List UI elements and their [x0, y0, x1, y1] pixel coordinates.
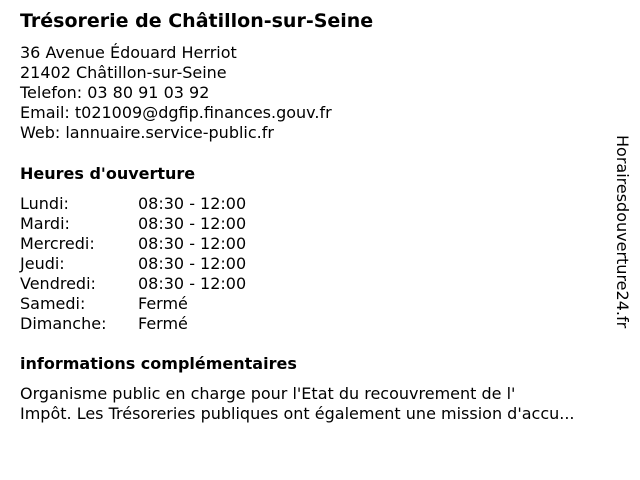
- hours-row-saturday: [20, 294, 246, 314]
- day-label: Vendredi:: [20, 274, 96, 293]
- hours-row-thursday: [20, 254, 246, 274]
- opening-hours-table: [20, 194, 246, 334]
- address-street: 36 Avenue Édouard Herriot: [20, 43, 237, 62]
- day-label: Jeudi:: [20, 254, 65, 273]
- additional-info-text: [20, 384, 630, 424]
- time-value: 08:30 - 12:00: [138, 274, 247, 293]
- day-label: Mercredi:: [20, 234, 95, 253]
- page-title: Trésorerie de Châtillon-sur-Seine: [20, 10, 374, 32]
- time-value: 08:30 - 12:00: [138, 214, 247, 233]
- site-brand-vertical: Horairesdouverture24.fr: [613, 135, 632, 329]
- email-line: Email: t021009@dgfip.finances.gouv.fr: [20, 103, 332, 122]
- time-value: 08:30 - 12:00: [138, 254, 247, 273]
- day-label: Mardi:: [20, 214, 70, 233]
- day-label: Lundi:: [20, 194, 69, 213]
- additional-info-heading: informations complémentaires: [20, 354, 297, 373]
- hours-row-sunday: [20, 314, 246, 334]
- address-city: 21402 Châtillon-sur-Seine: [20, 63, 227, 82]
- hours-row-friday: [20, 274, 246, 294]
- time-value: Fermé: [138, 294, 188, 313]
- phone-line: Telefon: 03 80 91 03 92: [20, 83, 210, 102]
- time-value: 08:30 - 12:00: [138, 234, 247, 253]
- time-value: Fermé: [138, 314, 188, 333]
- hours-row-tuesday: [20, 214, 246, 234]
- hours-row-wednesday: [20, 234, 246, 254]
- info-line: Organisme public en charge pour l'Etat du recouvrement de l': [20, 384, 516, 403]
- web-line: Web: lannuaire.service-public.fr: [20, 123, 274, 142]
- opening-hours-heading: Heures d'ouverture: [20, 164, 196, 183]
- hours-row-monday: [20, 194, 246, 214]
- day-label: Dimanche:: [20, 314, 107, 333]
- time-value: 08:30 - 12:00: [138, 194, 247, 213]
- day-label: Samedi:: [20, 294, 86, 313]
- contact-block: [20, 43, 332, 143]
- info-line: Impôt. Les Trésoreries publiques ont également une mission d'accu...: [20, 404, 575, 423]
